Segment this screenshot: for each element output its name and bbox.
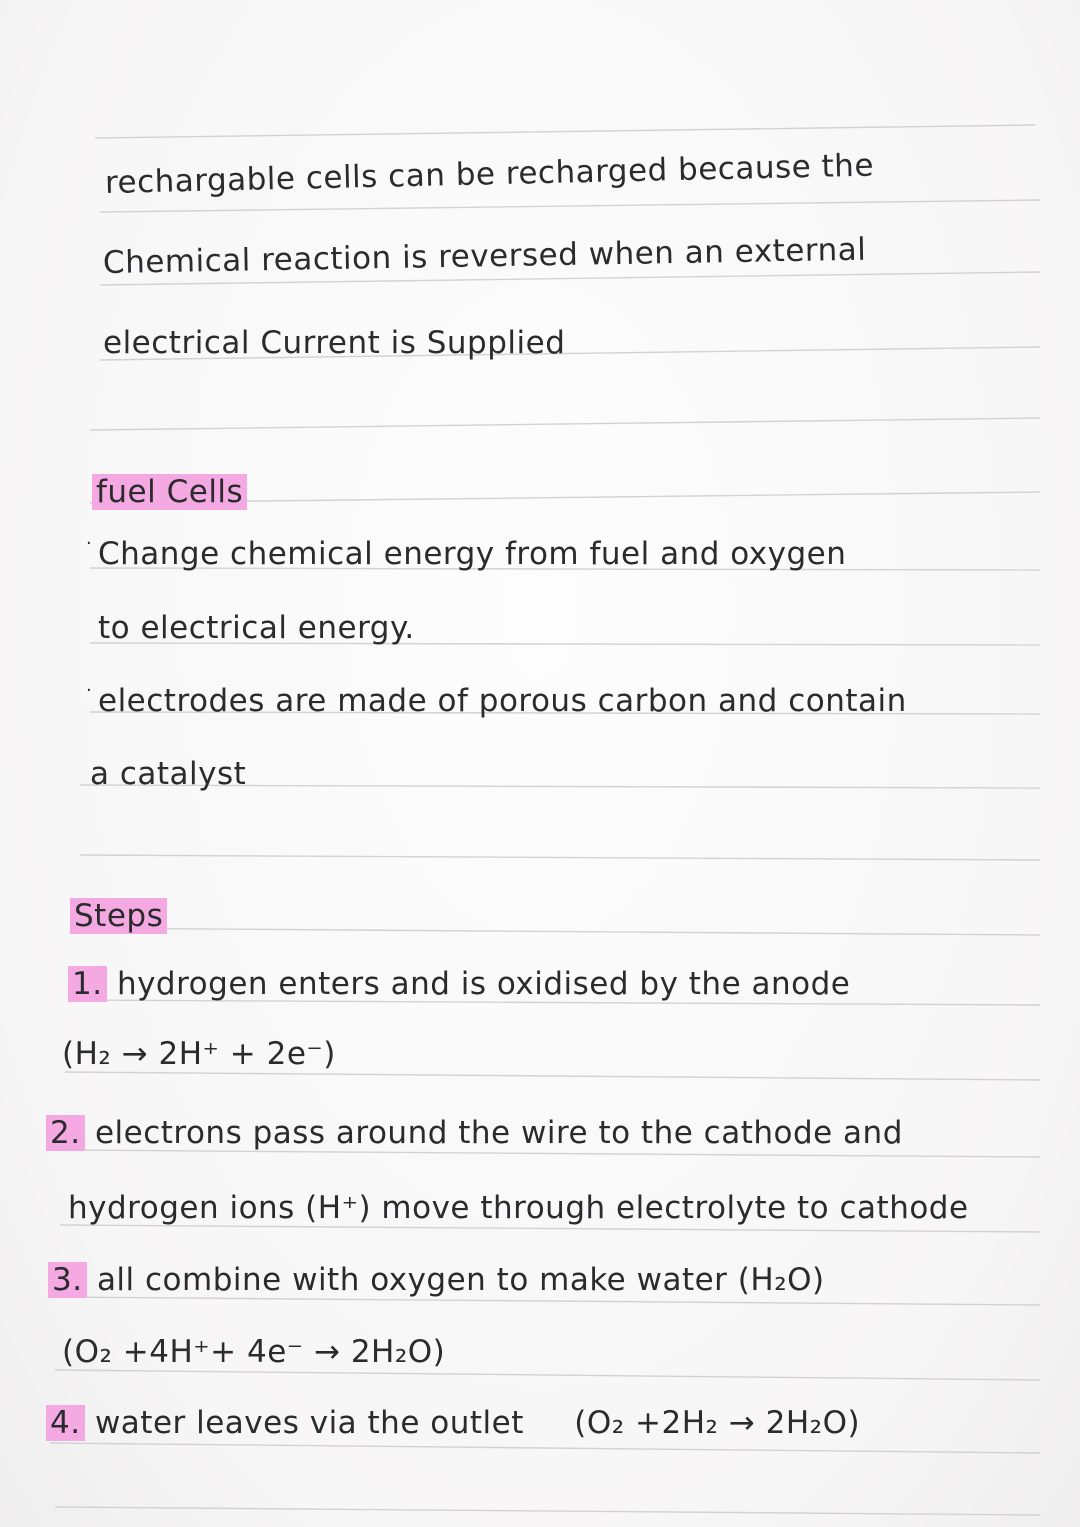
fuel-cells-heading-highlight: fuel Cells [92, 474, 247, 510]
step-4 [46, 1405, 860, 1441]
ruled-line [100, 200, 1040, 212]
fuel-cells-bullet-1: Change chemical energy from fuel and oxygen [98, 536, 847, 572]
step-1-equation: (H₂ → 2H⁺ + 2e⁻) [62, 1036, 336, 1072]
step-2-number: 2. [46, 1115, 85, 1151]
step-2-text-cont: hydrogen ions (H⁺) move through electrolyte to cathode [68, 1190, 969, 1226]
step-2-text: electrons pass around the wire to the cathode and [94, 1115, 903, 1151]
fuel-cells-bullet-1-cont: to electrical energy. [98, 610, 415, 646]
bullet-dot-1: · [86, 533, 93, 554]
steps-heading [70, 898, 167, 934]
ruled-line [90, 418, 1040, 430]
step-3-equation: (O₂ +4H⁺+ 4e⁻ → 2H₂O) [62, 1334, 446, 1370]
ruled-line [55, 1370, 1040, 1380]
ruled-line [55, 1507, 1040, 1515]
fuel-cells-bullet-2-cont: a catalyst [90, 756, 247, 792]
step-4-equation: (O₂ +2H₂ → 2H₂O) [574, 1405, 861, 1441]
step-1 [68, 966, 850, 1002]
fuel-cells-bullet-2: electrodes are made of porous carbon and contain [98, 683, 907, 719]
recharge-line-3: electrical Current is Supplied [103, 325, 566, 361]
step-3-number: 3. [48, 1262, 87, 1298]
step-3 [48, 1262, 825, 1298]
ruled-line [65, 1072, 1040, 1080]
ruled-line [60, 1225, 1040, 1232]
ruled-line [50, 1443, 1040, 1453]
ruled-line [70, 928, 1040, 935]
ruled-line [60, 1150, 1040, 1157]
recharge-line-2: Chemical reaction is reversed when an external [102, 231, 867, 281]
step-2 [46, 1115, 903, 1151]
fuel-cells-heading [92, 474, 247, 510]
step-4-text: water leaves via the outlet [94, 1405, 524, 1441]
step-1-text: hydrogen enters and is oxidised by the anode [116, 966, 851, 1002]
recharge-line-1: rechargable cells can be recharged because the [104, 147, 875, 201]
step-1-number: 1. [68, 966, 107, 1002]
step-4-number: 4. [46, 1405, 85, 1441]
steps-heading-highlight: Steps [70, 898, 167, 934]
bullet-dot-2: · [86, 680, 93, 701]
step-3-text: all combine with oxygen to make water (H₂O) [96, 1262, 825, 1298]
ruled-line [95, 125, 1035, 138]
ruled-line [80, 855, 1040, 860]
ruled-line [55, 1297, 1040, 1305]
